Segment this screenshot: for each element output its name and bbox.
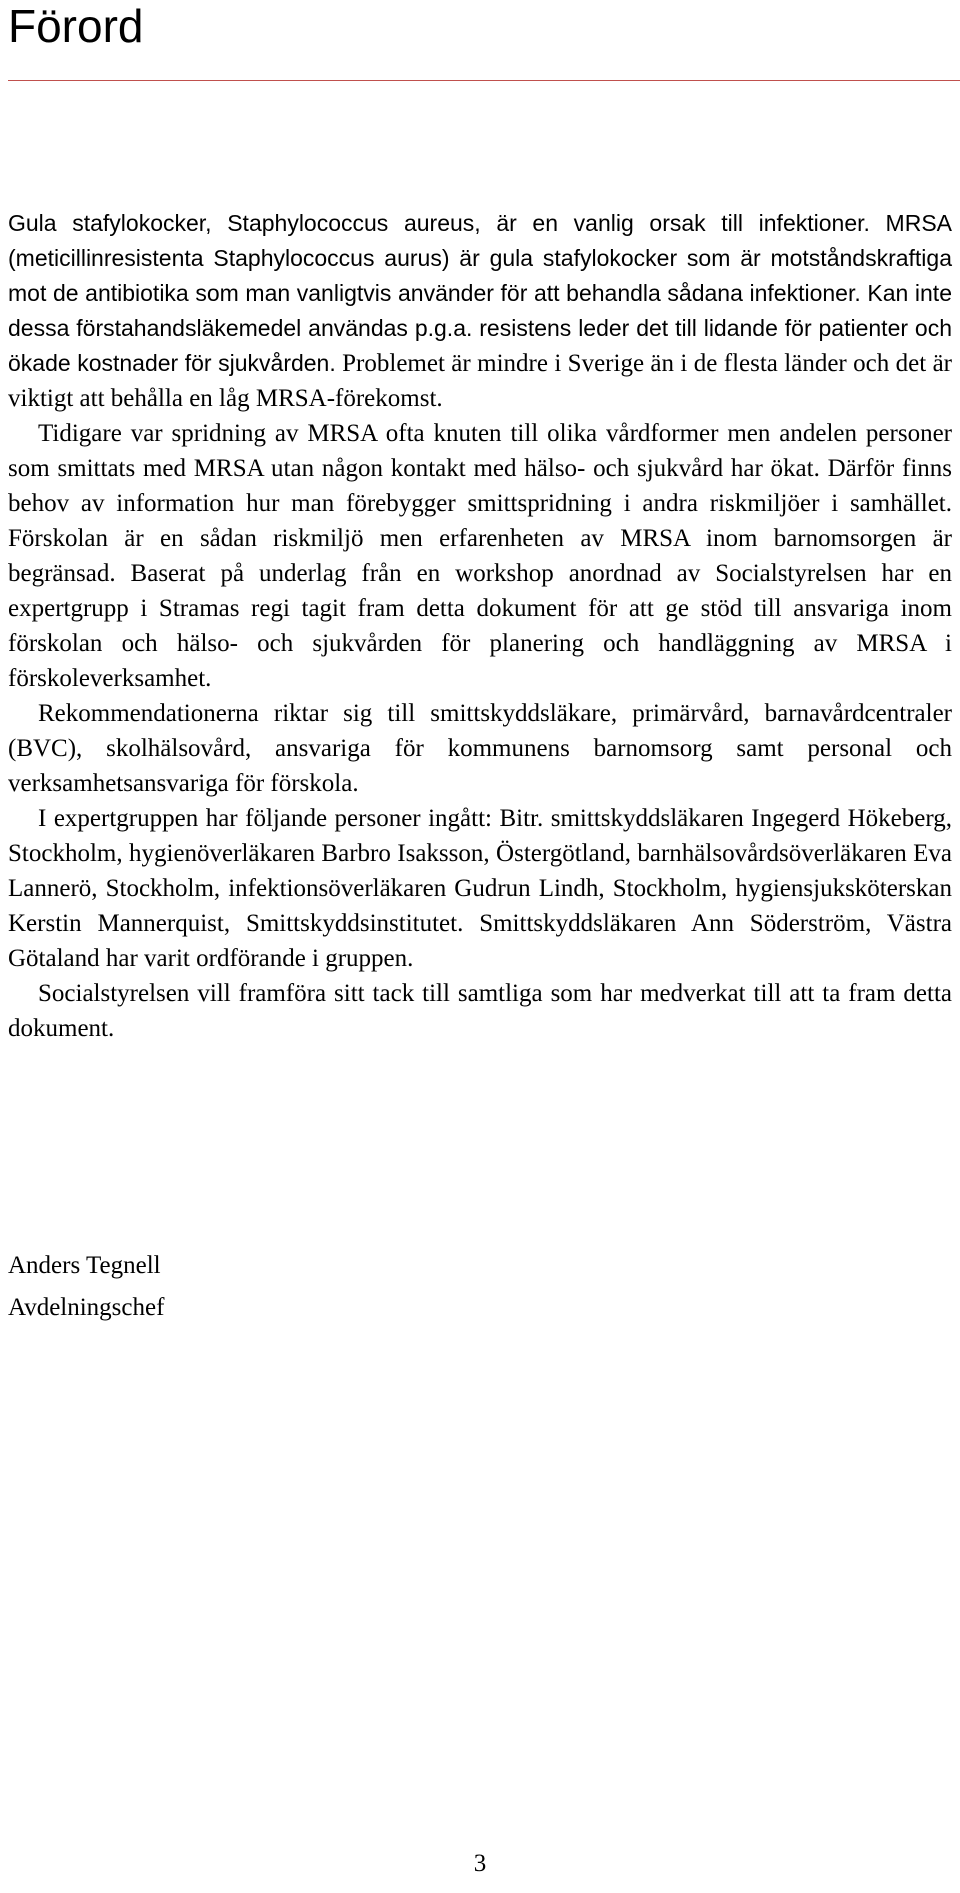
page-title: Förord [8,0,144,52]
foreword-body [8,206,952,1046]
signature-name: Anders Tegnell [8,1252,161,1279]
paragraph-intro-part-1: Gula stafylokocker, Staphylococcus aureus, är en vanlig orsak till infektioner. MRSA (meticillinresistenta Staphylococcus aurus) är gula stafylokocker som är motståndskraftiga mot de antibiotika som man vanligtvis använder för att behandla sådana infektioner. [8,210,952,306]
paragraph-audience: Rekommendationerna riktar sig till smittskyddsläkare, primärvård, barnavårdcentraler (BVC), skolhälsovård, ansvariga för kommunens barnomsorg samt personal och verksamhetsansvariga för förskola. [8,700,952,797]
paragraph-intro [8,206,952,416]
page-number: 3 [473,1850,487,1877]
signature-role: Avdelningschef [8,1294,165,1321]
paragraph-intro-part-2: Kan inte dessa förstahandsläkemedel användas p.g.a. resistens leder det till lidande för patienter och ökade kostnader för sjukvården. [8,280,952,376]
paragraph-background: Tidigare var spridning av MRSA ofta knuten till olika vårdformer men andelen personer som smittats med MRSA utan någon kontakt med hälso- och sjukvård har ökat. Därför finns behov av information hur man förebygger smittspridning i andra riskmiljöer i samhället. Förskolan är en sådan riskmiljö men erfarenheten av MRSA inom barnomsorgen är begränsad. Baserat på underlag från en workshop anordnad av Socialstyrelsen har en expertgrupp i Stramas regi tagit fram detta dokument för att ge stöd till ansvariga inom förskolan och hälso- och sjukvården för planering och handläggning av MRSA i förskoleverksamhet. [8,420,952,692]
title-divider [8,80,960,81]
paragraph-expert-group: I expertgruppen har följande personer ingått: Bitr. smittskyddsläkaren Ingegerd Hökeberg, Stockholm, hygienöverläkaren Barbro Isaksson, Östergötland, barnhälsovårdsöverläkaren Eva Lannerö, Stockholm, infektionsöverläkaren Gudrun Lindh, Stockholm, hygiensjuksköterskan Kerstin Mannerquist, Smittskyddsinstitutet. Smittskyddsläkaren Ann Söderström, Västra Götaland har varit ordförande i gruppen. [8,805,952,972]
paragraph-intro-part-3: Problemet är mindre i Sverige än i de flesta länder och det är viktigt att behålla en låg MRSA-förekomst. [8,350,952,412]
paragraph-thanks: Socialstyrelsen vill framföra sitt tack till samtliga som har medverkat till att ta fram detta dokument. [8,980,952,1042]
signature-block [8,1245,164,1329]
